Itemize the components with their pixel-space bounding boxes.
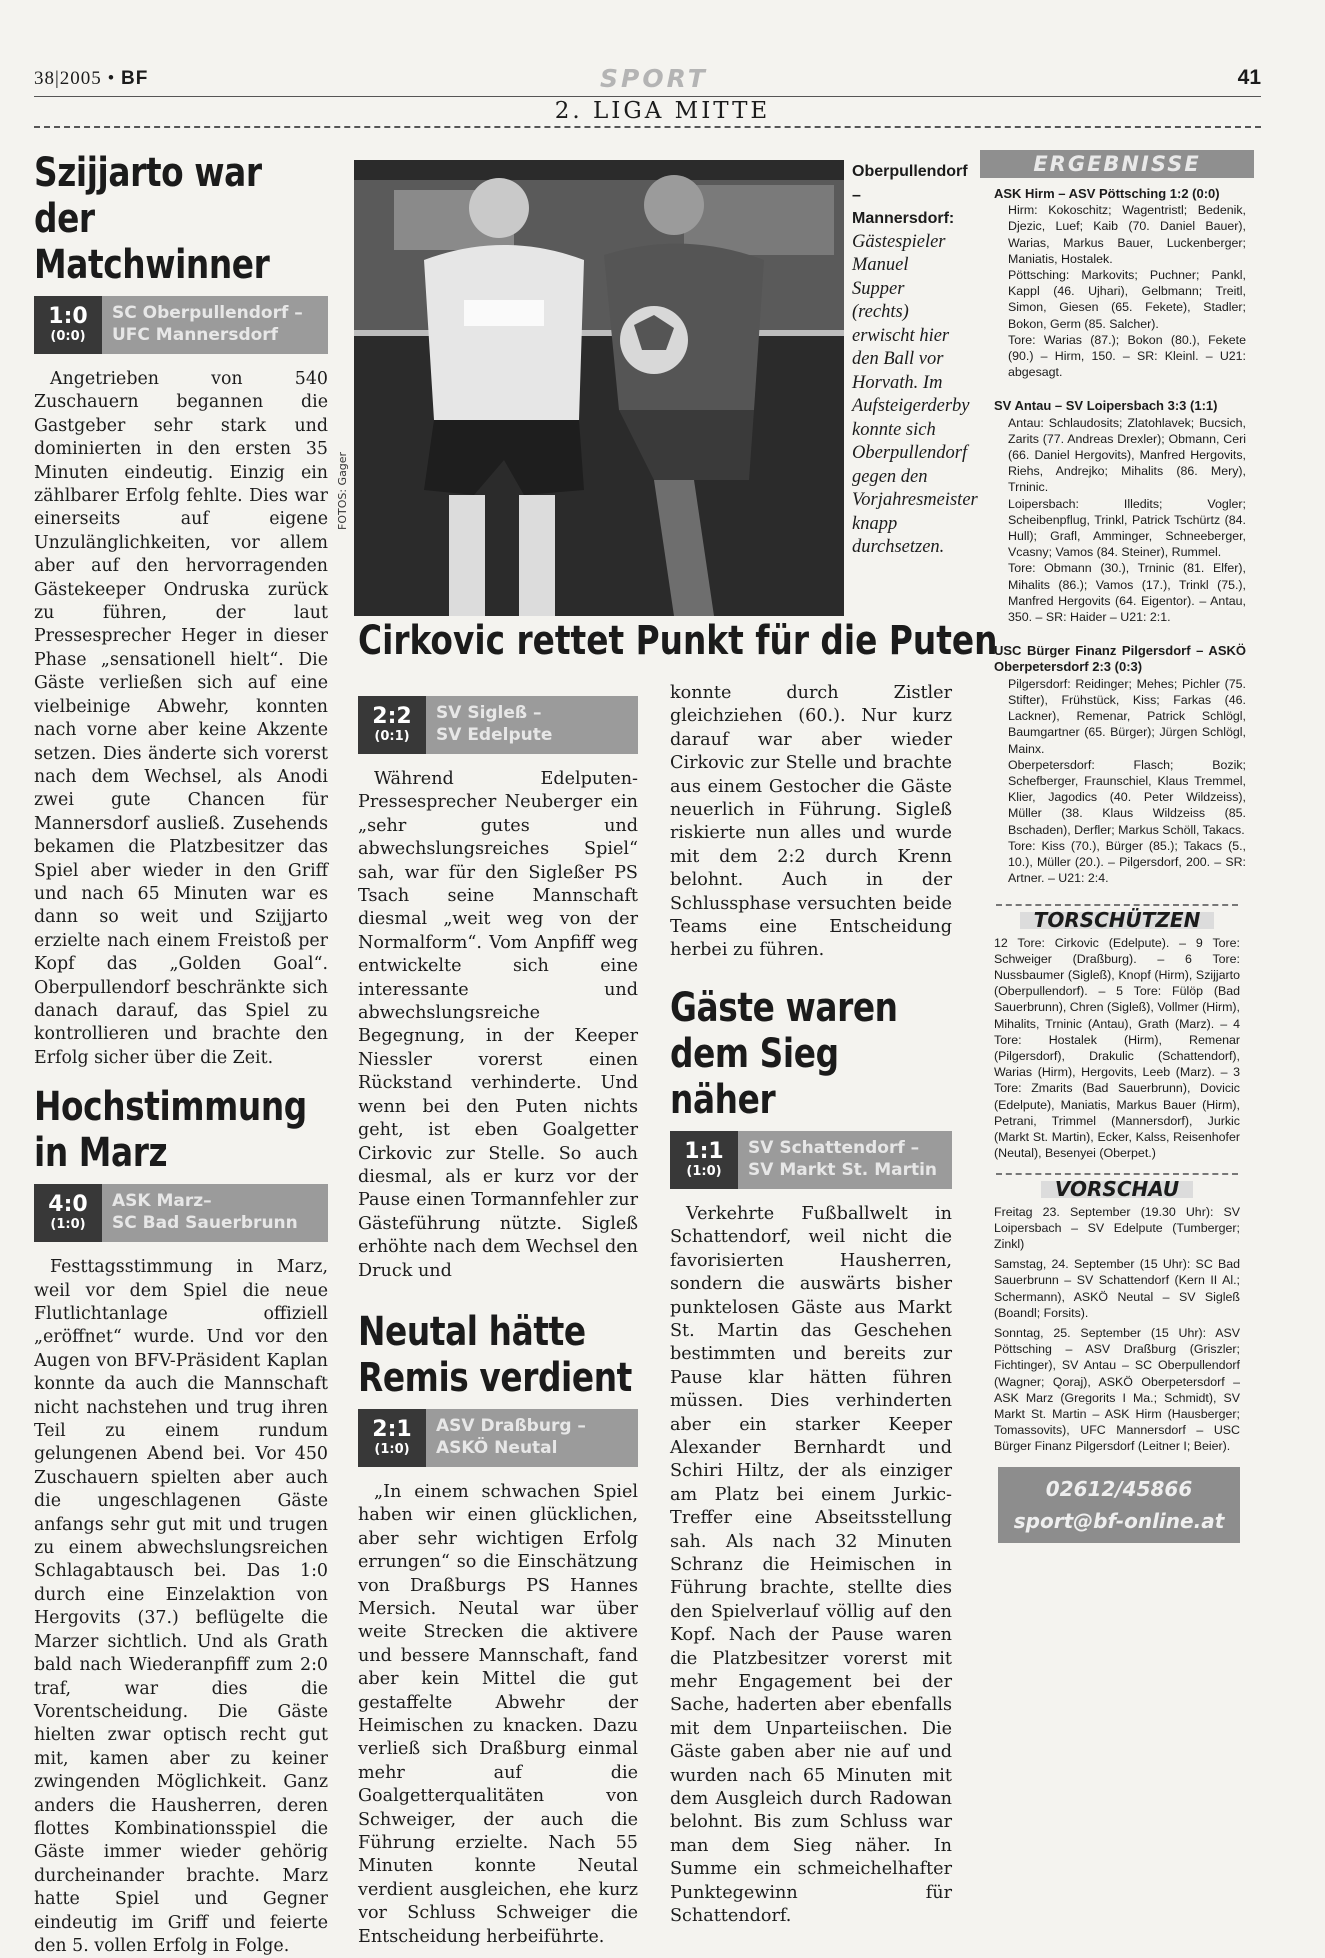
article3-score-box [358, 696, 426, 754]
league-title: 2. LIGA MITTE [554, 98, 771, 124]
scorers-list: 12 Tore: Cirkovic (Edelpute). – 9 Tore: Schweiger (Draßburg). – 6 Tore: Nussbaumer (Sigleß), Knopf (Hirm), Szijjarto (Oberpullendorf). – 5 Tore: Fülöp (Bad Sauerbrunn), Chren (Sigleß), Vollmer (Hirm), Mihalits, Trninic (Antau), Grath (Marz). – 4 Tore: Hostalek (Hirm), Remenar (Pilgersdorf), Drakulic (Schattendorf), Warias (Hirm), Hergovits, Leeb (Marz). – 3 Tore: Zmarits (Bad Sauerbrunn), Dovicic (Edelpute), Maniatis, Markus Bauer (Hirm), Petrani, Trimmel (Mannersdorf), Jurkic (Markt St. Martin), Ecker, Kalss, Reisenhofer (Neutal), Besenyei (Oberpet.) [994, 935, 1240, 1161]
preview-heading-label: VORSCHAU [1041, 1181, 1193, 1197]
article4-headline: Neutal hätte Remis verdient [358, 1308, 632, 1401]
article2-teams [102, 1184, 298, 1242]
article2-score-box [34, 1184, 102, 1242]
article3-team1: SV Sigleß – [436, 703, 542, 723]
match-photo [354, 160, 844, 616]
article2-team2: SC Bad Sauerbrunn [112, 1213, 298, 1234]
column-middle [358, 688, 638, 1949]
article4-teams [426, 1409, 586, 1467]
match-goals: Tore: Kiss (70.), Bürger (85.); Takacs (5., 10.), Müller (20.). – Pilgersdorf, 200. – SR: Artner. – U21: 2:4. [1008, 838, 1246, 886]
preview-item: Freitag 23. September (19.30 Uhr): SV Loipersbach – SV Edelpute (Tumberger; Zinkl) [994, 1204, 1240, 1251]
photo-caption-lead: Oberpullendorf – Mannersdorf: [852, 163, 968, 227]
article2-score: 4:0 [48, 1192, 88, 1218]
article1-halftime: (0:0) [50, 329, 86, 344]
photo-caption [852, 160, 978, 560]
column-left [34, 150, 328, 1958]
match-lineup: Loipersbach: Illedits; Vogler; Scheibenpflug, Trinkl, Patrick Tschürtz (84. Hull); Grafl, Amminger, Schneeberger, Vcasny; Vamos (84. Steiner), Rummel. [1008, 496, 1246, 560]
article1-score-box [34, 296, 102, 354]
match-lineup: Pöttsching: Markovits; Puchner; Pankl, Kappl (46. Ujhari), Gelbmann; Treitl, Simon, Giesen (65. Fekete), Stadler; Bokon, Germ (85. Salcher). [1008, 268, 1246, 331]
match-title: SV Antau – SV Loipersbach 3:3 (1:1) [994, 398, 1218, 414]
contact-phone: 02612/45866 [1045, 1476, 1193, 1501]
article1-team2: UFC Mannersdorf [112, 325, 279, 345]
article3-body-continued: konnte durch Zistler gleichziehen (60.). Nur kurz darauf war aber wieder Cirkovic zur Stelle und brachte aus einem Gestocher die Gäste neuerlich in Führung. Sigleß riskierte nun alles und wurde mit dem 2:2 durch Krenn belohnt. Auch in der Schlussphase versuchten beide Teams eine Entscheidung herbei zu führen. [670, 683, 952, 961]
article1-teams [102, 296, 303, 354]
article3-score: 2:2 [372, 704, 412, 729]
match-report [994, 643, 1246, 886]
issue-line: 38|2005 • BF [34, 68, 149, 89]
article2-result [34, 1184, 328, 1242]
match-goals: Tore: Obmann (30.), Trninic (81. Elfer), Mihalits (86.); Vamos (17.), Trinkl (75.), Manfred Hergovits (64. Eigentor). – Antau, 350. – SR: Haider – U21: 2:1. [1008, 561, 1246, 625]
article5-halftime: (1:0) [686, 1163, 722, 1179]
article1-body: Angetrieben von 540 Zuschauern begannen die Gastgeber sehr stark und dominierten in den ersten 35 Minuten eindeutig. Einzig ein zählbarer Erfolg fehlte. Dies war einerseits auf eigene Unzulänglichkeiten, vor allem aber auf den hervorragenden Gästekeeper Ondruska zurück zu führen, der laut Pressesprecher Heger in dieser Phase „sensationell hielt“. Die Gäste verließen sich auf eine vielbeinige Abwehr, konnten nach vorne aber keine Akzente setzen. Dies änderte sich vorerst nach dem Wechsel, als Anodi zwei gute Chancen für Mannersdorf ausließ. Zusehends bekamen die Platzbesitzer das Spiel aber wieder in den Griff und nach 65 Minuten war es dann so weit und Szijjarto erzielte nach einem Freistoß per Kopf das „Golden Goal“. Oberpullendorf beschränkte sich danach darauf, das Spiel zu kontrollieren und brachte den Erfolg sicher über die Zeit. [34, 369, 328, 1068]
article3-team2: SV Edelpute [436, 725, 553, 745]
header-rule [34, 96, 1261, 97]
scorers-heading-label: TORSCHÜTZEN [1020, 912, 1215, 928]
article2-halftime: (1:0) [50, 1217, 86, 1233]
article2-headline: Hochstimmung in Marz [34, 1084, 307, 1177]
article3-result [358, 696, 638, 754]
article2-team1: ASK Marz– [112, 1191, 212, 1212]
column-center-right [670, 682, 952, 1928]
article4-score-box [358, 1409, 426, 1467]
article4-score: 2:1 [372, 1416, 412, 1442]
photo-credit: FOTOS: Gager [336, 451, 349, 530]
article3-headline: Cirkovic rettet Punkt für die Puten [358, 618, 998, 664]
scorers-heading [996, 904, 1238, 933]
match-report [994, 398, 1246, 625]
article3-body: Während Edelputen-Pressesprecher Neuberger ein „sehr gutes und abwechslungsreiches Spiel“ sah, war für den Sigleßer PS Tsach seine Mannschaft diesmal „weit weg von der Normalform“. Vom Anpfiff weg entwickelte sich eine interessante und abwechslungsreiche Begegnung, in der Keeper Niessler vorerst einen Rückstand verhinderte. Und wenn bei den Puten nichts geht, ist eben Goalgetter Cirkovic zur Stelle. So auch diesmal, als er kurz vor der Pause einen Tormannfehler zur Gästeführung nützte. Sigleß erhöhte nach dem Wechsel den Druck und [358, 769, 638, 1281]
photo-caption-text: Gästespieler Manuel Supper (rechts) erwischt hier den Ball vor Horvath. Im Aufsteigerderby konnte sich Oberpullendorf gegen den Vorjahresmeister knapp durchsetzen. [852, 231, 978, 557]
article1-score: 1:0 [48, 304, 88, 329]
preview-item: Sonntag, 25. September (15 Uhr): ASV Pöttsching – ASV Draßburg (Griszler; Fichtinger), SV Antau – SC Oberpullendorf (Wagner; Qoraj), ASKÖ Oberpetersdorf – ASK Marz (Gregorits I Ma.; Schmidt), SV Markt St. Martin – ASK Hirm (Hausberger; Tomassovits), UFC Mannersdorf – USC Bürger Finanz Pilgersdorf (Leitner I; Beier). [994, 1326, 1240, 1454]
results-sidebar [970, 150, 1264, 1543]
article5-team1: SV Schattendorf – [748, 1137, 920, 1158]
page-number: 41 [1237, 66, 1261, 89]
contact-box [998, 1467, 1240, 1543]
paper-name: BF [120, 68, 149, 89]
article5-score-box [670, 1131, 738, 1189]
match-lineup: Antau: Schlaudosits; Zlatohlavek; Bucsich, Zarits (77. Andreas Drexler); Obmann, Ceri (66. Daniel Hergovits), Manfred Hergovits, Riehs, Andrejko; Mihalits (86. Mery), Trninic. [1008, 415, 1246, 495]
article3-halftime: (0:1) [374, 729, 410, 744]
preview-item: Samstag, 24. September (15 Uhr): SC Bad Sauerbrunn – SV Schattendorf (Kern II Al.; Schermann), ASKÖ Neutal – SV Sigleß (Boandl; Forsits). [994, 1257, 1240, 1320]
section-title: SPORT [600, 64, 708, 93]
article4-team1: ASV Draßburg – [436, 1415, 586, 1436]
article5-team2: SV Markt St. Martin [748, 1159, 938, 1180]
article1-headline: Szijjarto war der Matchwinner [34, 150, 270, 288]
preview-heading [996, 1173, 1238, 1202]
match-report [994, 186, 1246, 380]
match-lineup: Pilgersdorf: Reidinger; Mehes; Pichler (75. Stifter), Frühstück, Kiss; Farkas (46. Lackner), Remenar, Patrick Schlögl, Baumgartner (65. Bürger); Jürgen Schlögl, Mainx. [1008, 676, 1246, 756]
issue-number: 38|2005 [34, 68, 102, 89]
football-players-image [354, 160, 844, 616]
match-lineup: Oberpetersdorf: Flasch; Bozik; Schefberger, Fraunschiel, Klaus Tremmel, Klier, Jagodics (40. Peter Wildzeiss), Müller (38. Klaus Wildzeiss (85. Bschaden), Derfler; Markus Schöll, Takacs. [1008, 757, 1246, 837]
article4-body: „In einem schwachen Spiel haben wir einen glücklichen, aber sehr wichtigen Erfolg errungen“ so die Einschätzung von Draßburgs PS Hannes Mersich. Neutal war über weite Strecken die aktivere und bessere Mannschaft, fand aber kein Mittel die gut gestaffelte Abwehr der Heimischen zu knacken. Dazu verließ sich Draßburg einmal mehr auf die Goalgetterqualitäten von Schweiger, der auch die Führung erzielte. Nach 55 Minuten konnte Neutal verdient ausgleichen, ehe kurz vor Schluss Schweiger die Entscheidung herbeiführte. [358, 1481, 638, 1947]
header-dashed-rule [34, 126, 1261, 128]
article4-team2: ASKÖ Neutal [436, 1437, 558, 1458]
article1-team1: SC Oberpullendorf – [112, 303, 303, 323]
article4-result [358, 1409, 638, 1467]
match-title: USC Bürger Finanz Pilgersdorf – ASKÖ Oberpetersdorf 2:3 (0:3) [994, 643, 1246, 675]
match-title: ASK Hirm – ASV Pöttsching 1:2 (0:0) [994, 186, 1220, 201]
contact-email: sport@bf-online.at [1013, 1508, 1225, 1533]
match-lineup: Hirm: Kokoschitz; Wagentristl; Bedenik, Djezic, Luef; Kaib (70. Daniel Bauer), Warias, Markus Bauer, Luckenberger; Maniatis, Hostalek. [1008, 203, 1246, 266]
results-heading: ERGEBNISSE [980, 150, 1254, 178]
article5-score: 1:1 [684, 1138, 724, 1164]
match-goals: Tore: Warias (87.); Bokon (80.), Fekete (90.) – Hirm, 150. – SR: Kleinl. – U21: abgesagt. [1008, 332, 1246, 380]
article4-halftime: (1:0) [374, 1441, 410, 1457]
article5-result [670, 1131, 952, 1189]
article1-result [34, 296, 328, 354]
article2-body: Festtagsstimmung in Marz, weil vor dem Spiel die neue Flutlichtanlage offiziell „eröffnet“ wurde. Und vor den Augen von BFV-Präsident Kaplan konnte da auch die Mannschaft nicht nachstehen und trug ihren Teil zu einem rundum gelungenen Abend bei. Vor 450 Zuschauern spielten aber auch die ungeschlagenen Gäste anfangs sehr gut mit und trugen zu einem abwechslungsreichen Schlagabtausch bei. Das 1:0 durch eine Einzelaktion von Hergovits (37.) beflügelte die Marzer sichtlich. Und als Grath bald nach Wiederanpfiff zum 2:0 traf, war dies die Vorentscheidung. Die Gäste hielten zwar optisch recht gut mit, kamen aber zu keiner zwingenden Möglichkeit. Ganz anders die Hausherren, deren flottes Kombinationsspiel die Gäste immer wieder gehörig durcheinander brachte. Marz hatte Spiel und Gegner eindeutig im Griff und feierte den 5. vollen Erfolg in Folge. [34, 1257, 328, 1956]
article5-body: Verkehrte Fußballwelt in Schattendorf, weil nicht die favorisierten Hausherren, sondern die auswärts bisher punktelosen Gäste aus Markt St. Martin das Geschehen bestimmten und bereits zur Pause klar hätten führen müssen. Dies verhinderten aber ein starker Keeper Alexander Bernhardt und Schiri Hiltz, der als einziger am Platz bei einem Jurkic-Treffer eine Abseitsstellung sah. Als nach 32 Minuten Schranz die Heimischen in Führung brachte, stellte dies den Spielverlauf völlig auf den Kopf. Nach der Pause waren die Platzbesitzer vorerst mit mehr Engagement bei der Sache, haderten aber ebenfalls mit dem Unparteiischen. Die Gäste gaben aber nie auf und wurden nach 65 Minuten mit dem Ausgleich durch Radowan belohnt. Bis zum Schluss war man dem Sieg näher. In Summe ein schmeichelhafter Punktegewinn für Schattendorf. [670, 1203, 952, 1927]
article5-headline: Gäste waren dem Sieg näher [670, 984, 898, 1123]
article3-teams [426, 696, 552, 754]
article5-teams [738, 1131, 937, 1189]
